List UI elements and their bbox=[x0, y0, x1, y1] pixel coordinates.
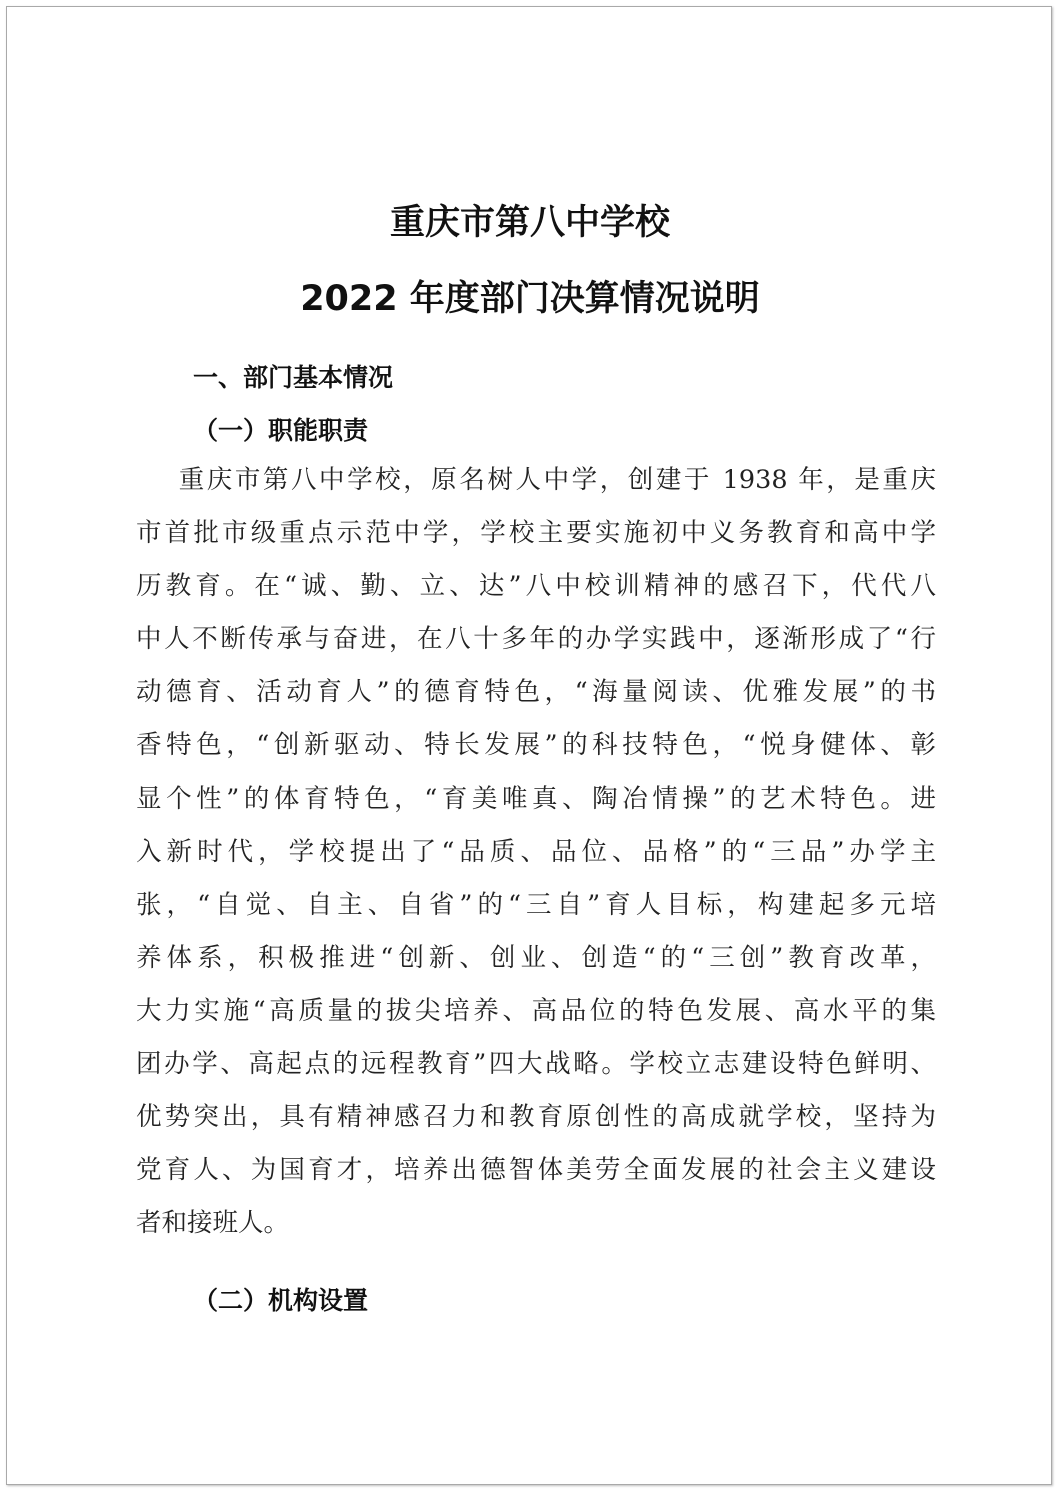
paragraph-line: 党育人、为国育才，培养出德智体美劳全面发展的社会主义建设 bbox=[136, 1155, 936, 1186]
paragraph-line: 入新时代，学校提出了“品质、品位、品格”的“三品”办学主 bbox=[136, 836, 936, 867]
subsection-heading-duties: （一）职能职责 bbox=[193, 416, 369, 445]
paragraph-line: 历教育。在“诚、勤、立、达”八中校训精神的感召下，代代八 bbox=[136, 571, 936, 602]
paragraph-line: 团办学、高起点的远程教育”四大战略。学校立志建设特色鲜明、 bbox=[136, 1049, 936, 1080]
paragraph-line: 养体系，积极推进“创新、创业、创造“的“三创”教育改革， bbox=[136, 942, 936, 973]
duties-paragraph bbox=[136, 462, 936, 1258]
paragraph-line: 显个性”的体育特色，“育美唯真、陶冶情操”的艺术特色。进 bbox=[136, 783, 936, 814]
paragraph-line: 市首批市级重点示范中学，学校主要实施初中义务教育和高中学 bbox=[136, 518, 936, 549]
section-heading-basic-info: 一、部门基本情况 bbox=[193, 363, 394, 392]
paragraph-line: 香特色，“创新驱动、特长发展”的科技特色，“悦身健体、彰 bbox=[136, 730, 936, 761]
paragraph-line: 重庆市第八中学校，原名树人中学，创建于 1938 年，是重庆 bbox=[136, 465, 937, 495]
paragraph-line: 中人不断传承与奋进，在八十多年的办学实践中，逐渐形成了“行 bbox=[136, 624, 936, 655]
subsection-heading-organization: （二）机构设置 bbox=[193, 1286, 369, 1315]
paragraph-line: 者和接班人。 bbox=[136, 1208, 290, 1239]
paragraph-line: 动德育、活动育人”的德育特色，“海量阅读、优雅发展”的书 bbox=[136, 677, 936, 708]
document-title-line1: 重庆市第八中学校 bbox=[389, 203, 670, 243]
paragraph-line: 大力实施“高质量的拔尖培养、高品位的特色发展、高水平的集 bbox=[136, 995, 936, 1026]
document-page bbox=[6, 6, 1052, 1485]
paragraph-line: 张，“自觉、自主、自省”的“三自”育人目标，构建起多元培 bbox=[136, 889, 936, 920]
document-title-line2: 2022 年度部门决算情况说明 bbox=[300, 279, 760, 319]
paragraph-line: 优势突出，具有精神感召力和教育原创性的高成就学校，坚持为 bbox=[136, 1102, 936, 1133]
